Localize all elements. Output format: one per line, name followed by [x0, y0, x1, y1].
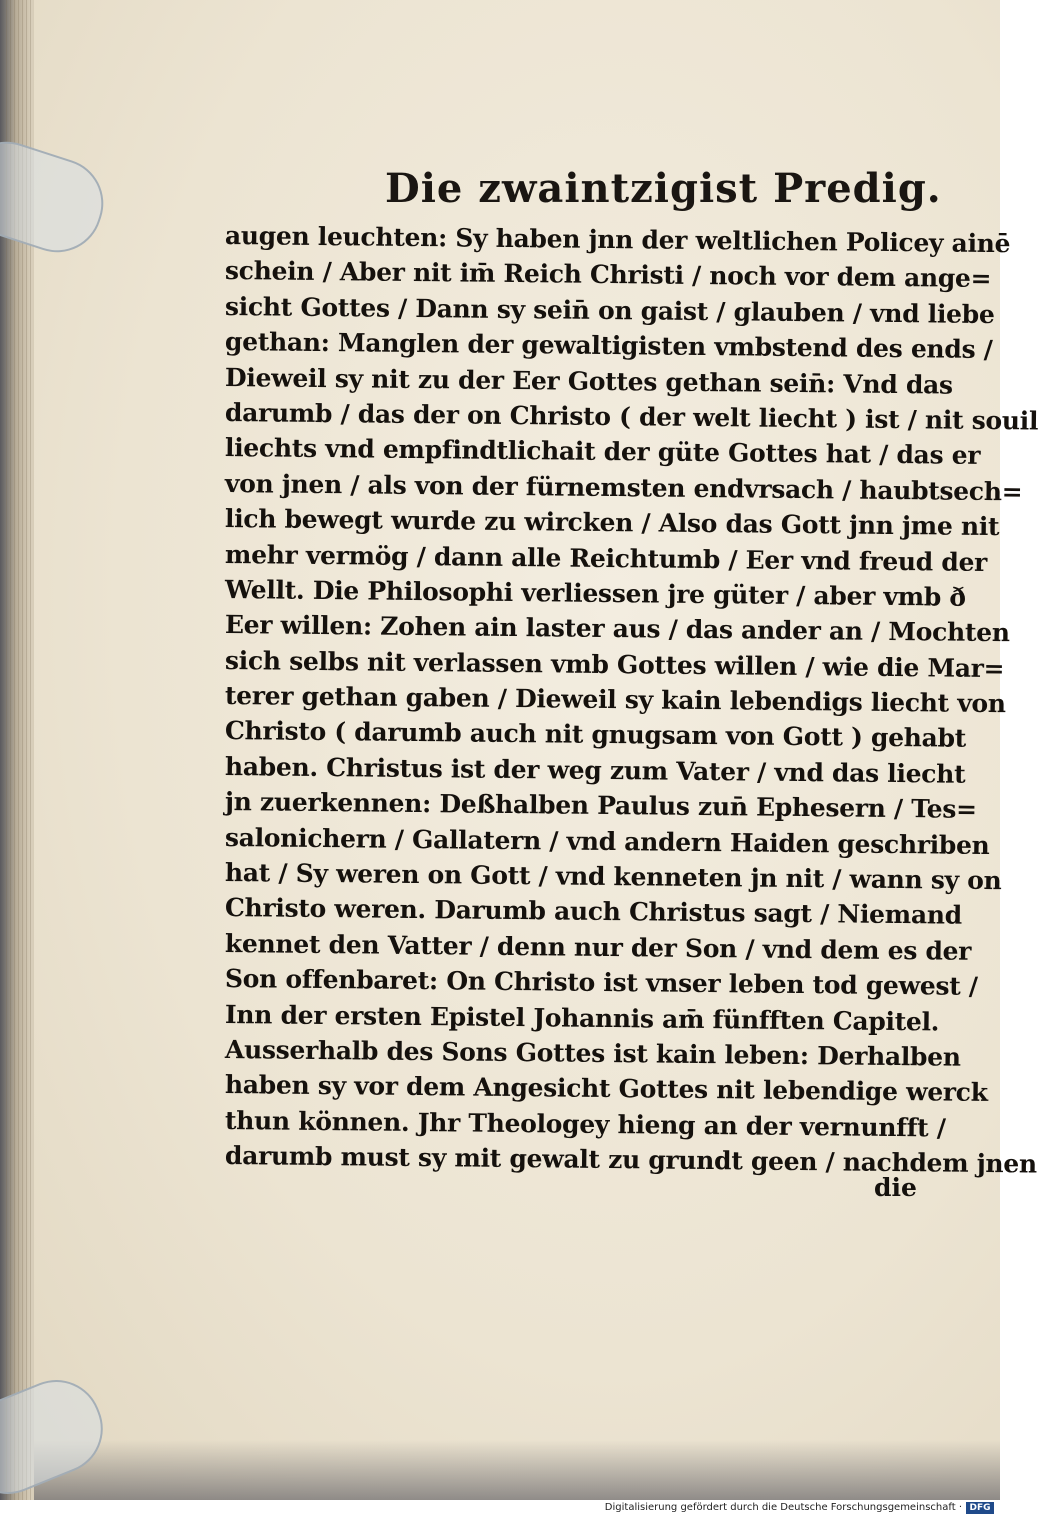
text-line: hat / Sy weren on Gott / vnd kenneten jn nit / wann sy on	[224, 858, 1002, 896]
text-line: Wellt. Die Philosophi verliessen jre güter / aber vmb ð	[224, 574, 966, 612]
text-line: lich bewegt wurde zu wircken / Also das Gott jnn jme nit	[224, 504, 1000, 542]
text-line: sicht Gottes / Dann sy sein̄ on gaist / glauben / vnd liebe	[224, 291, 995, 329]
text-line: Eer willen: Zohen ain laster aus / das ander an / Mochten	[224, 610, 1010, 648]
body-text	[224, 218, 1038, 1179]
text-line: Ausserhalb des Sons Gottes ist kain leben: Derhalben	[224, 1034, 961, 1072]
text-line: kennet den Vatter / denn nur der Son / vnd dem es der	[224, 928, 972, 966]
text-line: liechts vnd empfindtlichait der güte Gottes hat / das er	[224, 433, 981, 471]
page-bottom-shadow	[34, 1440, 1000, 1500]
text-line: Son offenbaret: On Christo ist vnser leben tod gewest /	[224, 964, 978, 1002]
text-line: terer gethan gaben / Dieweil sy kain lebendigs liecht von	[224, 681, 1006, 719]
text-line: sich selbs nit verlassen vmb Gottes willen / wie die Mar=	[224, 645, 1005, 683]
text-line: Inn der ersten Epistel Johannis am̄ fünfften Capitel.	[224, 999, 940, 1037]
text-line: mehr vermög / dann alle Reichtumb / Eer vnd freud der	[224, 539, 988, 577]
text-line: salonichern / Gallatern / vnd andern Haiden geschriben	[224, 822, 990, 860]
text-line: thun können. Jhr Theologey hieng an der vernunfft /	[224, 1105, 946, 1143]
text-line: schein / Aber nit im̄ Reich Christi / noch vor dem ange=	[224, 256, 992, 294]
text-line: haben sy vor dem Angesicht Gottes nit lebendige werck	[224, 1070, 988, 1108]
running-head: Die zwaintzigist Predig.	[385, 165, 942, 212]
text-line: jn zuerkennen: Deßhalben Paulus zun̄ Ephesern / Tes=	[224, 787, 977, 825]
dfg-logo: DFG	[966, 1502, 994, 1514]
text-line: von jnen / als von der fürnemsten endvrsach / haubtsech=	[224, 468, 1023, 507]
text-line: Christo weren. Darumb auch Christus sagt / Niemand	[224, 893, 963, 931]
text-line: Dieweil sy nit zu der Eer Gottes gethan sein̄: Vnd das	[224, 362, 953, 400]
catchword: die	[874, 1173, 917, 1202]
text-line: darumb / das der on Christo ( der welt liecht ) ist / nit souil	[224, 397, 1038, 436]
text-line: gethan: Manglen der gewaltigisten vmbstend des ends /	[224, 327, 993, 365]
digitization-credit: Digitalisierung gefördert durch die Deutsche Forschungsgemeinschaft ·	[604, 1502, 962, 1513]
text-line: Christo ( darumb auch nit gnugsam von Gott ) gehabt	[224, 716, 967, 754]
text-line: haben. Christus ist der weg zum Vater / vnd das liecht	[224, 751, 966, 789]
text-line: darumb must sy mit gewalt zu grundt geen / nachdem jnen	[224, 1141, 1038, 1179]
text-line: augen leuchten: Sy haben jnn der weltlichen Policey ainē	[224, 221, 1011, 259]
